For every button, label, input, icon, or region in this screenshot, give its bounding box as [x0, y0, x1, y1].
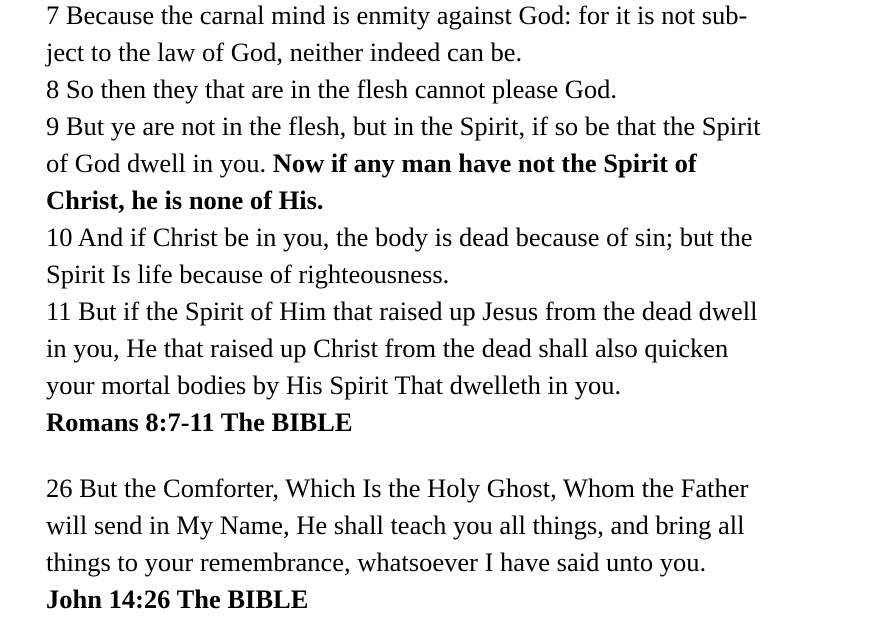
verse-line: ject to the law of God, neither indeed can be.	[46, 37, 523, 67]
scripture-reference: Romans 8:7-11 The BIBLE	[46, 407, 353, 437]
verse-line: 26 But the Comforter, Which Is the Holy Ghost, Whom the Father	[46, 473, 749, 503]
verse-line: will send in My Name, He shall teach you all things, and bring all	[46, 510, 745, 540]
emphasized-text: Now if any man have not the Spirit of	[272, 148, 697, 178]
passage-romans	[46, 0, 876, 441]
verse-line: 11 But if the Spirit of Him that raised up Jesus from the dead dwell	[46, 296, 758, 326]
verse-line: 7 Because the carnal mind is enmity against God: for it is not sub-	[46, 0, 748, 30]
verse-line: Spirit Is life because of righteousness.	[46, 259, 450, 289]
verse-line: 9 But ye are not in the flesh, but in the Spirit, if so be that the Spirit	[46, 111, 761, 141]
passage-john	[46, 470, 876, 618]
verse-line: 10 And if Christ be in you, the body is dead because of sin; but the	[46, 222, 753, 252]
verse-line: 8 So then they that are in the flesh cannot please God.	[46, 74, 618, 104]
verse-line: in you, He that raised up Christ from the dead shall also quicken	[46, 333, 729, 363]
verse-line: your mortal bodies by His Spirit That dwelleth in you.	[46, 370, 622, 400]
emphasized-line: Christ, he is none of His.	[46, 185, 324, 215]
verse-line	[46, 145, 876, 182]
verse-text: of God dwell in you.	[46, 148, 273, 178]
document-page	[46, 0, 876, 618]
verse-line: things to your remembrance, whatsoever I have said unto you.	[46, 547, 707, 577]
paragraph-gap	[46, 441, 876, 470]
scripture-reference: John 14:26 The BIBLE	[46, 584, 309, 614]
